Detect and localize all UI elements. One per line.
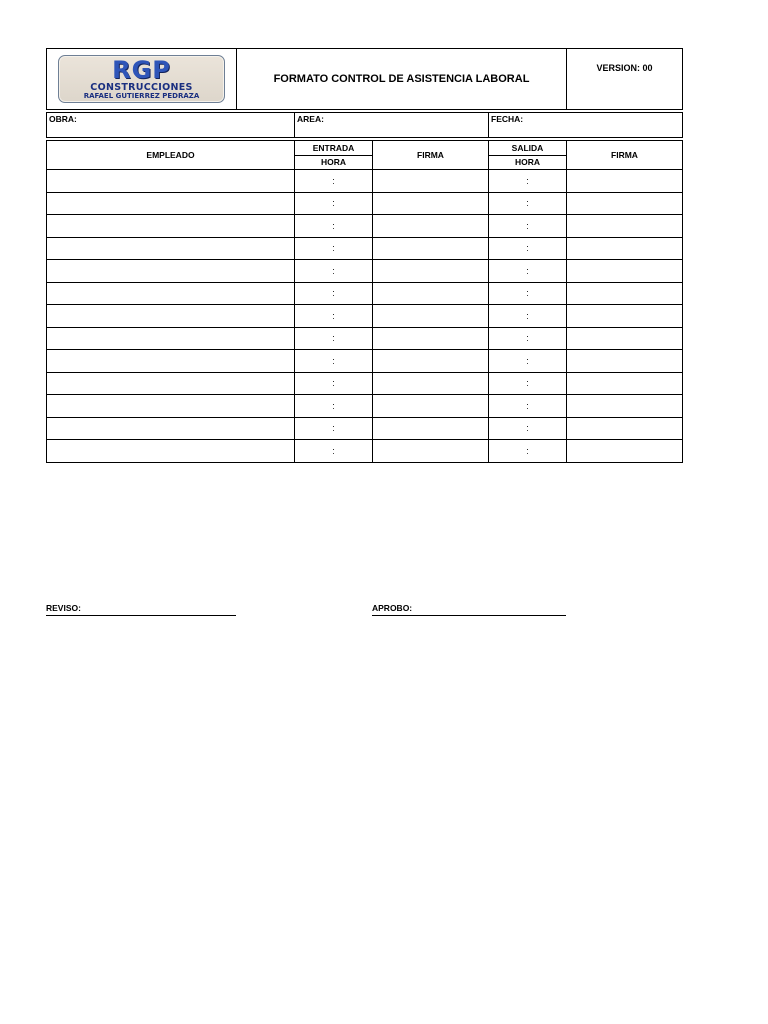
- entry-time-cell[interactable]: :: [295, 372, 373, 395]
- exit-time-cell[interactable]: :: [489, 417, 567, 440]
- exit-time-cell[interactable]: :: [489, 260, 567, 283]
- exit-signature-cell[interactable]: [567, 395, 683, 418]
- employee-name-cell[interactable]: [47, 440, 295, 463]
- employee-header: EMPLEADO: [47, 141, 295, 170]
- exit-time-cell[interactable]: :: [489, 350, 567, 373]
- entry-time-cell[interactable]: :: [295, 192, 373, 215]
- table-row: [47, 192, 683, 215]
- entry-signature-cell[interactable]: [373, 305, 489, 328]
- entry-time-cell[interactable]: :: [295, 170, 373, 193]
- entry-signature-cell[interactable]: [373, 417, 489, 440]
- exit-signature-cell[interactable]: [567, 372, 683, 395]
- employee-name-cell[interactable]: [47, 327, 295, 350]
- table-row: [47, 440, 683, 463]
- entry-time-cell[interactable]: :: [295, 440, 373, 463]
- exit-hour-header: HORA: [489, 155, 567, 170]
- attendance-rows: [47, 170, 683, 463]
- exit-time-cell[interactable]: :: [489, 282, 567, 305]
- area-field[interactable]: [295, 113, 489, 138]
- entry-signature-header: FIRMA: [373, 141, 489, 170]
- obra-label: OBRA:: [49, 114, 77, 124]
- entry-signature-cell[interactable]: [373, 215, 489, 238]
- employee-name-cell[interactable]: [47, 237, 295, 260]
- employee-name-cell[interactable]: [47, 350, 295, 373]
- employee-name-cell[interactable]: [47, 215, 295, 238]
- entry-time-cell[interactable]: :: [295, 260, 373, 283]
- exit-time-cell[interactable]: :: [489, 440, 567, 463]
- table-row: [47, 395, 683, 418]
- exit-time-cell[interactable]: :: [489, 372, 567, 395]
- company-logo: [58, 55, 225, 103]
- exit-signature-cell[interactable]: [567, 350, 683, 373]
- employee-name-cell[interactable]: [47, 305, 295, 328]
- exit-signature-cell[interactable]: [567, 215, 683, 238]
- form-header: [46, 48, 683, 110]
- table-row: [47, 282, 683, 305]
- fecha-label: FECHA:: [491, 114, 524, 124]
- obra-field[interactable]: [47, 113, 295, 138]
- area-label: AREA:: [297, 114, 324, 124]
- exit-signature-cell[interactable]: [567, 305, 683, 328]
- table-row: [47, 350, 683, 373]
- form-title: FORMATO CONTROL DE ASISTENCIA LABORAL: [237, 49, 567, 110]
- exit-time-cell[interactable]: :: [489, 237, 567, 260]
- logo-owner-name: RAFAEL GUTIERREZ PEDRAZA: [83, 92, 200, 101]
- entry-signature-cell[interactable]: [373, 327, 489, 350]
- employee-name-cell[interactable]: [47, 282, 295, 305]
- exit-time-cell[interactable]: :: [489, 327, 567, 350]
- entry-signature-cell[interactable]: [373, 260, 489, 283]
- entry-signature-cell[interactable]: [373, 372, 489, 395]
- reviewed-signature-line[interactable]: [46, 602, 236, 616]
- form-info: [46, 112, 683, 138]
- exit-signature-cell[interactable]: [567, 260, 683, 283]
- exit-signature-header: FIRMA: [567, 141, 683, 170]
- employee-name-cell[interactable]: [47, 395, 295, 418]
- exit-time-cell[interactable]: :: [489, 305, 567, 328]
- employee-name-cell[interactable]: [47, 260, 295, 283]
- entry-time-cell[interactable]: :: [295, 215, 373, 238]
- entry-hour-header: HORA: [295, 155, 373, 170]
- exit-time-cell[interactable]: :: [489, 192, 567, 215]
- exit-signature-cell[interactable]: [567, 192, 683, 215]
- exit-signature-cell[interactable]: [567, 327, 683, 350]
- table-row: [47, 260, 683, 283]
- table-row: [47, 327, 683, 350]
- exit-header: SALIDA: [489, 141, 567, 156]
- logo-initials: RGP: [112, 55, 171, 84]
- entry-signature-cell[interactable]: [373, 440, 489, 463]
- exit-signature-cell[interactable]: [567, 170, 683, 193]
- entry-time-cell[interactable]: :: [295, 417, 373, 440]
- logo-cell: [47, 49, 237, 110]
- exit-time-cell[interactable]: :: [489, 170, 567, 193]
- exit-signature-cell[interactable]: [567, 237, 683, 260]
- attendance-form: [46, 48, 682, 463]
- approved-signature-line[interactable]: [372, 602, 566, 616]
- table-row: [47, 237, 683, 260]
- entry-header: ENTRADA: [295, 141, 373, 156]
- entry-time-cell[interactable]: :: [295, 327, 373, 350]
- entry-time-cell[interactable]: :: [295, 237, 373, 260]
- approved-label: APROBO:: [372, 603, 413, 613]
- reviewed-label: REVISO:: [46, 603, 81, 613]
- exit-time-cell[interactable]: :: [489, 215, 567, 238]
- entry-signature-cell[interactable]: [373, 192, 489, 215]
- table-row: [47, 372, 683, 395]
- exit-time-cell[interactable]: :: [489, 395, 567, 418]
- entry-time-cell[interactable]: :: [295, 282, 373, 305]
- entry-time-cell[interactable]: :: [295, 305, 373, 328]
- employee-name-cell[interactable]: [47, 170, 295, 193]
- table-row: [47, 215, 683, 238]
- entry-time-cell[interactable]: :: [295, 395, 373, 418]
- entry-signature-cell[interactable]: [373, 282, 489, 305]
- attendance-table: [46, 140, 683, 463]
- employee-name-cell[interactable]: [47, 417, 295, 440]
- fecha-field[interactable]: [489, 113, 683, 138]
- exit-signature-cell[interactable]: [567, 417, 683, 440]
- exit-signature-cell[interactable]: [567, 282, 683, 305]
- employee-name-cell[interactable]: [47, 192, 295, 215]
- entry-signature-cell[interactable]: [373, 237, 489, 260]
- entry-time-cell[interactable]: :: [295, 350, 373, 373]
- exit-signature-cell[interactable]: [567, 440, 683, 463]
- table-row: [47, 305, 683, 328]
- table-row: [47, 417, 683, 440]
- entry-signature-cell[interactable]: [373, 350, 489, 373]
- form-version: VERSION: 00: [567, 49, 683, 110]
- entry-signature-cell[interactable]: [373, 170, 489, 193]
- employee-name-cell[interactable]: [47, 372, 295, 395]
- table-row: [47, 170, 683, 193]
- entry-signature-cell[interactable]: [373, 395, 489, 418]
- logo-company-name: CONSTRUCCIONES: [90, 81, 193, 93]
